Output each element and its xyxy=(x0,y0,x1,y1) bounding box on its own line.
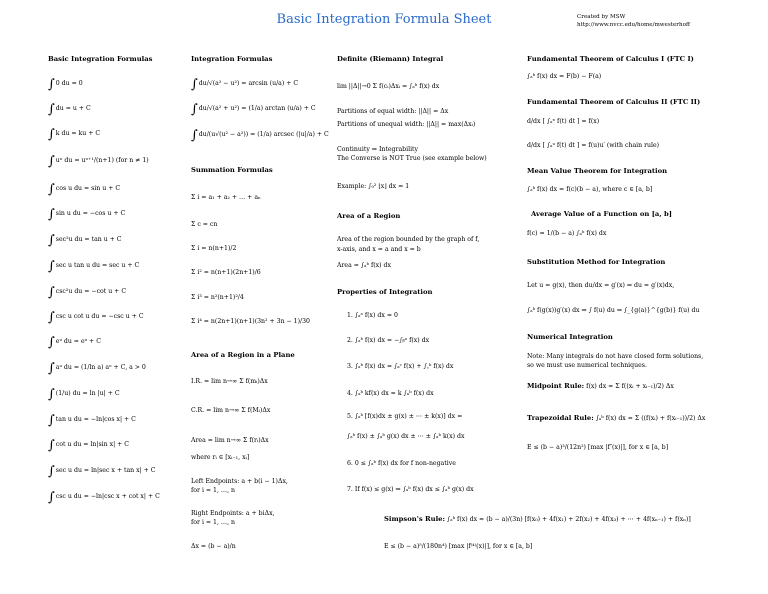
formula: ∫ₐᵇ f(x) dx = F(b) − F(a) xyxy=(527,73,602,80)
section-heading: Fundamental Theorem of Calculus I (FTC I) xyxy=(527,55,694,63)
formula: ∫aᵘ du = (1/ln a) aᵘ + C, a > 0 xyxy=(48,361,146,376)
formula: ∫du/√(a² − u²) = arcsin (u/a) + C xyxy=(191,77,299,92)
formula: ∫0 du = 0 xyxy=(48,77,83,92)
formula: ∫csc u cot u du = −csc u + C xyxy=(48,310,144,325)
formula: ∫sec²u du = tan u + C xyxy=(48,233,122,248)
formula: Area = ∫ₐᵇ f(x) dx xyxy=(337,262,391,269)
formula: Σ i² = n(n+1)(2n+1)/6 xyxy=(191,269,261,276)
section-heading: Area of a Region xyxy=(337,212,401,220)
section-heading: Substitution Method for Integration xyxy=(527,258,666,266)
property: 5. ∫ₐᵇ [f(x)dx ± g(x) ± ⋯ ± k(x)] dx = xyxy=(347,413,463,420)
text-line: so we must use numerical techniques. xyxy=(527,362,647,369)
section-heading: Summation Formulas xyxy=(191,166,273,174)
formula: Σ i³ = n²(n+1)²/4 xyxy=(191,294,244,301)
credit-line: Created by MSW xyxy=(577,14,626,20)
formula: ∫cot u du = ln|sin x| + C xyxy=(48,438,130,453)
formula: ∫tan u du = −ln|cos x| + C xyxy=(48,413,136,428)
page-title: Basic Integration Formula Sheet xyxy=(276,12,492,27)
property: 7. If f(x) ≤ g(x) ⇒ ∫ₐᵇ f(x) dx ≤ ∫ₐᵇ g(x) dx xyxy=(347,486,474,493)
column-integration-summation xyxy=(191,0,333,594)
text-line: Right Endpoints: a + biΔx, xyxy=(191,510,275,517)
formula: ∫ₐᵇ f(x) dx = f(c)(b − a), where c ∈ [a, b] xyxy=(527,186,653,193)
text-line: where rᵢ ∈ [xᵢ₋₁, xᵢ] xyxy=(191,454,250,461)
formula: ∫du/√(a² + u²) = (1/a) arctan (u/a) + C xyxy=(191,102,316,117)
formula: ∫sec u du = ln|sec x + tan x| + C xyxy=(48,464,156,479)
formula: ∫csc u du = −ln|csc x + cot x| + C xyxy=(48,490,160,505)
formula: Σ i = n(n+1)/2 xyxy=(191,245,237,252)
simpsons-rule: Simpson's Rule: ∫ₐᵇ f(x) dx ≈ (b − a)/(3n) [f(x₀) + 4f(x₁) + 2f(x₂) + 4f(x₃) + ⋯ + 4f(xₙ₋₁) + f(xₙ)] xyxy=(384,515,691,523)
text-line: Continuity ⇒ Integrability xyxy=(337,146,419,153)
formula: Σ i = a₁ + a₂ + … + aₙ xyxy=(191,194,261,201)
formula: Σ c = cn xyxy=(191,221,218,228)
section-heading: Average Value of a Function on [a, b] xyxy=(531,210,673,218)
column-basic-formulas xyxy=(48,0,188,594)
section-heading: Area of a Region in a Plane xyxy=(191,351,295,359)
formula: ∫k du = ku + C xyxy=(48,127,101,142)
property: 3. ∫ₐᵇ f(x) dx = ∫ₐᶜ f(x) + ∫꜀ᵇ f(x) dx xyxy=(347,363,454,370)
property: ∫ₐᵇ f(x) ± ∫ₐᵇ g(x) dx ± ⋯ ± ∫ₐᵇ k(x) dx xyxy=(347,433,465,440)
formula: ∫eᵘ du = eᵘ + C xyxy=(48,335,101,350)
property: 1. ∫ₐᵃ f(x) dx = 0 xyxy=(347,312,398,319)
property: 6. 0 ≤ ∫ₐᵇ f(x) dx for f non-negative xyxy=(347,460,456,467)
formula: ∫ₐᵇ f(g(x))g′(x) dx ⇒ ∫ f(u) du ⇒ ∫_{g(a)}^{g(b)} f(u) du xyxy=(527,307,700,314)
formula: ∫du/(u√(u² − a²)) = (1/a) arcsec (|u|/a) + C xyxy=(191,128,329,143)
formula: lim ||Δ||→0 Σ f(cᵢ)Δxᵢ = ∫ₐᵇ f(x) dx xyxy=(337,83,440,90)
formula: ∫du = u + C xyxy=(48,102,91,117)
text-line: Left Endpoints: a + b(i − 1)Δx, xyxy=(191,478,288,485)
text-line: x-axis, and x = a and x = b xyxy=(337,246,421,253)
section-heading: Properties of Integration xyxy=(337,288,433,296)
formula: Area = lim n→∞ Σ f(rᵢ)Δx xyxy=(191,437,269,444)
text-line: Partitions of equal width: ||Δ|| = Δx xyxy=(337,108,449,115)
formula: ∫sin u du = −cos u + C xyxy=(48,207,126,222)
formula: Let u = g(x), then du/dx = g′(x) ⇒ du = g′(x)dx, xyxy=(527,282,675,289)
formula: d/dx [ ∫ₐˣ f(t) dt ] = f(x) xyxy=(527,118,600,125)
text-line: for i = 1, …, n xyxy=(191,487,236,494)
trapezoidal-rule: Trapezoidal Rule: ∫ₐᵇ f(x) dx ≈ Σ ((f(xᵢ) + f(xᵢ₋₁))/2) Δx xyxy=(527,414,706,422)
column-theorems xyxy=(527,0,767,594)
formula: E ≤ (b − a)⁵/(180n⁴) [max |f⁽⁴⁾(x)|], for x ∈ [a, b] xyxy=(384,543,533,550)
section-heading: Basic Integration Formulas xyxy=(48,55,153,63)
section-heading: Integration Formulas xyxy=(191,55,273,63)
formula: d/dx [ ∫ₐᵘ f(t) dt ] = f(u)u′ (with chain rule) xyxy=(527,142,660,149)
formula: Example: ∫₀² ⌊x⌋ dx = 1 xyxy=(337,183,410,190)
formula: ∫csc²u du = −cot u + C xyxy=(48,285,127,300)
formula: ∫uⁿ du = uⁿ⁺¹/(n+1) (for n ≠ 1) xyxy=(48,154,149,169)
section-heading: Mean Value Theorem for Integration xyxy=(527,167,668,175)
text-line: Note: Many integrals do not have closed form solutions, xyxy=(527,353,704,360)
property: 4. ∫ₐᵇ kf(x) dx = k ∫ₐᵇ f(x) dx xyxy=(347,390,434,397)
formula: E ≤ (b − a)³/(12n²) [max |f″(x)|], for x ∈ [a, b] xyxy=(527,444,669,451)
formula: ∫sec u tan u du = sec u + C xyxy=(48,259,140,274)
formula: ∫(1/u) du = ln |u| + C xyxy=(48,387,120,402)
formula: C.R. = lim n→∞ Σ f(Mᵢ)Δx xyxy=(191,407,271,414)
section-heading: Definite (Riemann) Integral xyxy=(337,55,444,63)
text-line: Partitions of unequal width: ||Δ|| = max(Δxᵢ) xyxy=(337,121,476,128)
text-line: The Converse is NOT True (see example below) xyxy=(337,155,487,162)
column-definite-integral xyxy=(337,0,522,594)
midpoint-rule: Midpoint Rule: f(x) dx ≈ Σ f((xᵢ + xᵢ₋₁)/2) Δx xyxy=(527,382,674,390)
formula: f(c) = 1/(b − a) ∫ₐᵇ f(x) dx xyxy=(527,230,607,237)
formula: I.R. = lim n→∞ Σ f(mᵢ)Δx xyxy=(191,378,268,385)
formula: ∫cos u du = sin u + C xyxy=(48,182,121,197)
section-heading: Numerical Integration xyxy=(527,333,613,341)
formula: Σ i⁴ = n(2n+1)(n+1)(3n² + 3n − 1)/30 xyxy=(191,318,310,325)
formula: Δx = (b − a)/n xyxy=(191,543,236,550)
text-line: Area of the region bounded by the graph of f, xyxy=(337,236,480,243)
credit-url: http://www.nvcc.edu/home/mwesterhoff xyxy=(577,21,690,28)
text-line: for i = 1, …, n xyxy=(191,519,236,526)
property: 2. ∫ₐᵇ f(x) dx = −∫ᵦᵃ f(x) dx xyxy=(347,337,430,344)
section-heading: Fundamental Theorem of Calculus II (FTC II) xyxy=(527,98,701,106)
